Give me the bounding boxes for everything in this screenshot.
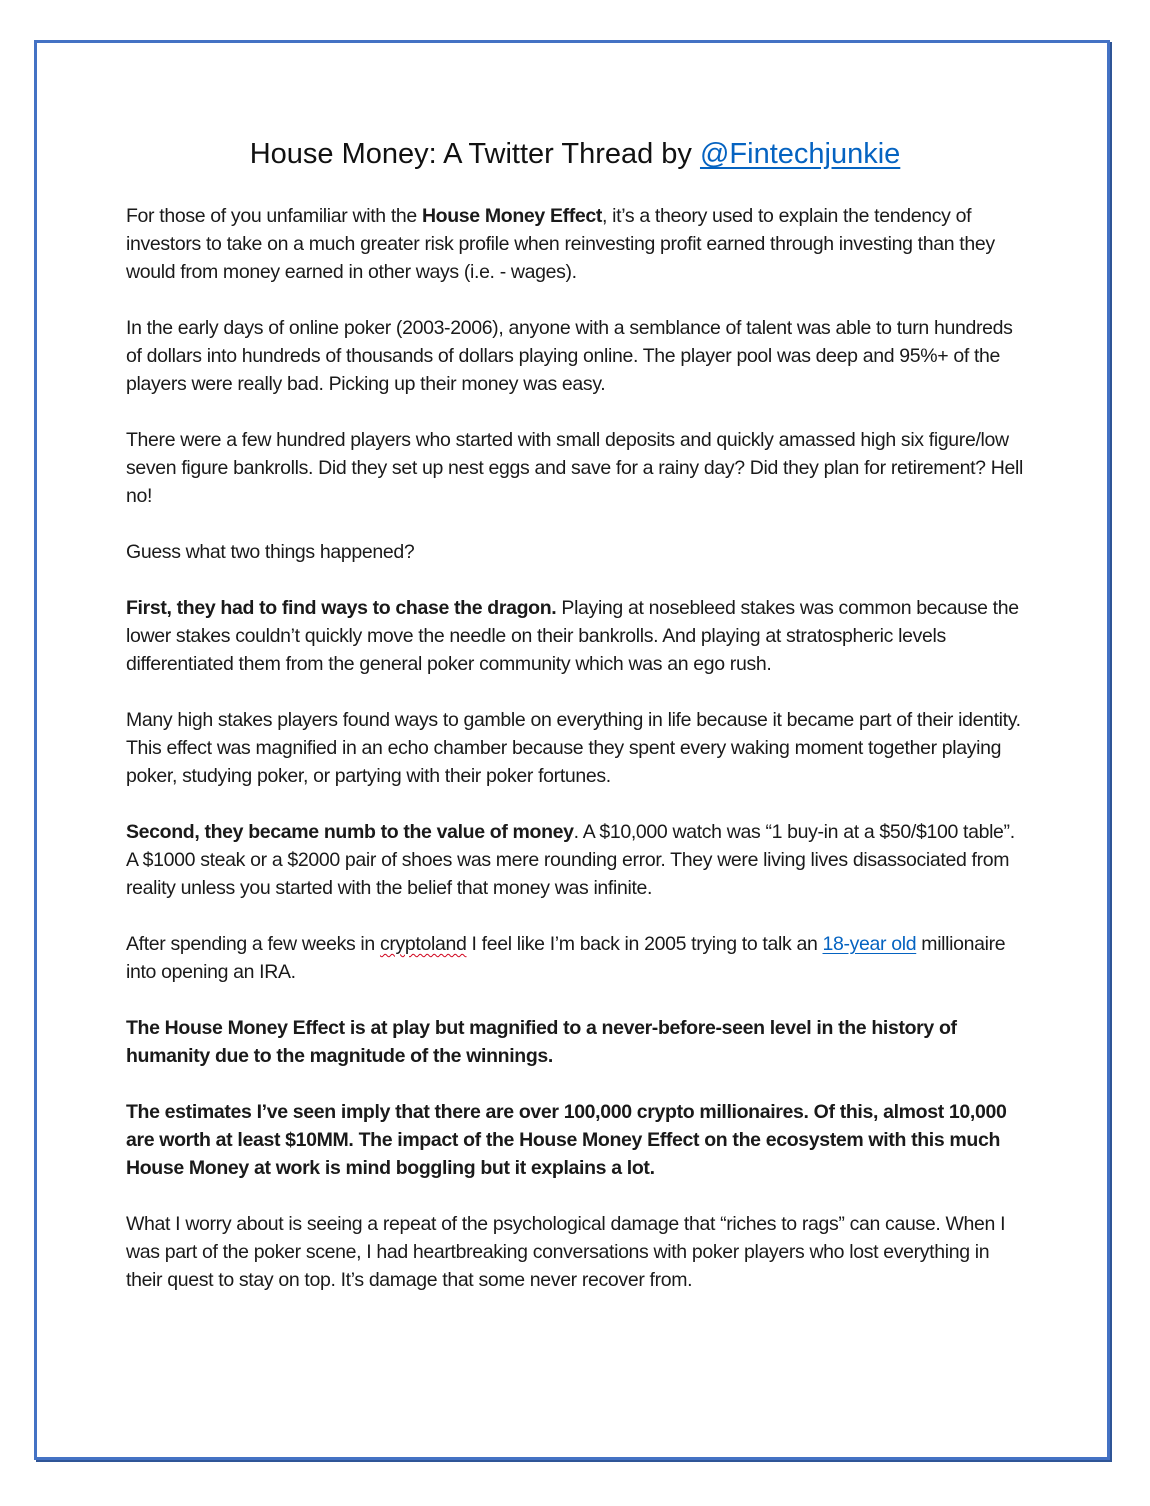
- bold-lead: Second, they became numb to the value of money: [126, 821, 574, 843]
- bold-term: House Money Effect: [421, 205, 603, 227]
- paragraph-intro: [126, 202, 1026, 286]
- paragraph-worry: What I worry about is seeing a repeat of the psychological damage that “riches to rags” can cause. When I was part of the poker scene, I had heartbreaking conversations with poker players who lost everything in their quest to stay on top. It’s damage that some never recover from.: [126, 1213, 1006, 1291]
- paragraph-text: For those of you unfamiliar with the: [126, 205, 422, 227]
- paragraph-magnified: The House Money Effect is at play but magnified to a never-before-seen level in the history of humanity due to the magnitude of the winnings.: [126, 1017, 957, 1067]
- title-text: House Money: A Twitter Thread by: [249, 138, 700, 170]
- paragraph-text: . A $10,000 watch was “1 buy-in at a $50/$100 table”. A $1000 steak or a $2000 pair of shoes was mere rounding error. They were living lives disassociated from reality unless you started with the belief that money was infinite.: [126, 821, 1015, 899]
- twitter-handle-link[interactable]: @Fintechjunkie: [699, 138, 901, 170]
- page-title: [0, 134, 1150, 174]
- paragraph-online-poker: In the early days of online poker (2003-2006), anyone with a semblance of talent was able to turn hundreds of dollars into hundreds of thousands of dollars playing online. The player pool was deep and 95%+ of the players were really bad. Picking up their money was easy.: [126, 317, 1013, 395]
- paragraph-text: I feel like I’m back in 2005 trying to talk an: [466, 933, 823, 955]
- paragraph-text: Playing at nosebleed stakes was common because the lower stakes couldn’t quickly move the needle on their bankrolls. And playing at stratospheric levels differentiated them from the general poker community which was an ego rush.: [126, 597, 1019, 675]
- paragraph-question: Guess what two things happened?: [126, 541, 415, 563]
- inline-link[interactable]: 18-year old: [822, 933, 917, 955]
- paragraph-bankrolls: There were a few hundred players who started with small deposits and quickly amassed high six figure/low seven figure bankrolls. Did they set up nest eggs and save for a rainy day? Did they plan for retirement? Hell no!: [126, 429, 1023, 507]
- paragraph-identity: Many high stakes players found ways to gamble on everything in life because it became part of their identity. This effect was magnified in an echo chamber because they spent every waking moment together playing poker, studying poker, or partying with their poker fortunes.: [126, 709, 1021, 787]
- paragraph-cryptoland: [126, 930, 1026, 986]
- spellcheck-word[interactable]: cryptoland: [379, 933, 467, 955]
- paragraph-text: After spending a few weeks in: [126, 933, 380, 955]
- document-body: [126, 202, 1026, 1322]
- paragraph-text: millionaire into opening an IRA.: [126, 933, 1006, 983]
- bold-lead: First, they had to find ways to chase the dragon.: [126, 597, 557, 619]
- paragraph-second: [126, 818, 1026, 902]
- paragraph-text: , it’s a theory used to explain the tendency of investors to take on a much greater risk profile when reinvesting profit earned through investing than they would from money earned in other ways (i.e. - wages).: [126, 205, 995, 283]
- paragraph-first: [126, 594, 1026, 678]
- paragraph-estimates: The estimates I’ve seen imply that there are over 100,000 crypto millionaires. Of this, almost 10,000 are worth at least $10MM. The impact of the House Money Effect on the ecosystem with this much House Money at work is mind boggling but it explains a lot.: [126, 1101, 1007, 1179]
